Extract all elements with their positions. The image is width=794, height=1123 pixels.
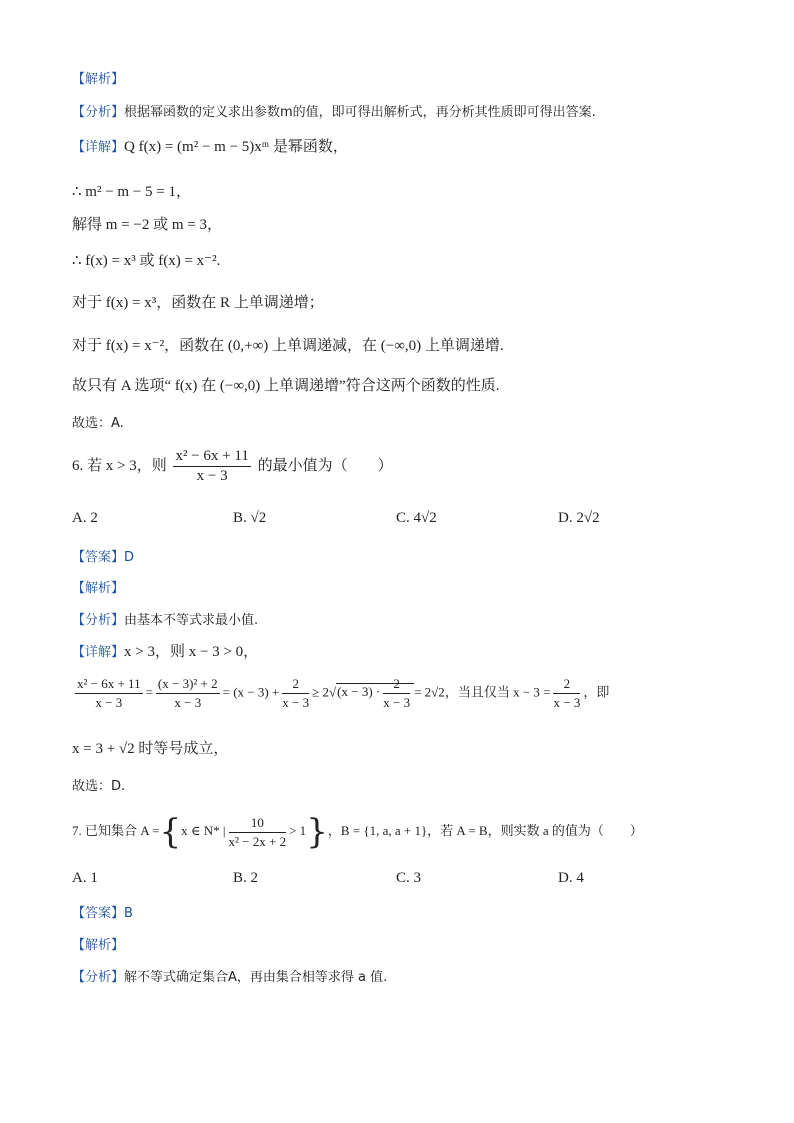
s1-line3: 解得 m = −2 或 m = 3， bbox=[72, 217, 222, 233]
q6-detail-2: $\frac{\text{x² − 6x + 11}}{x - 3}$ = $\frac{\text{(x − 3)² + 2}}{x - 3}$ = (x − 3) + $\frac{2}{x - 3}$ ≥ 2√(x − 3) · $\frac{2}{x - 3}$ = 2√2，当且仅当 x − 3 = $\frac{2}{x - 3}$ ，即 bbox=[77, 676, 610, 710]
right-brace-icon: } bbox=[306, 812, 328, 852]
q7-jiexi-label: 【解析】 bbox=[72, 938, 125, 953]
q6-d2-mid: = (x − 3) + bbox=[222, 684, 280, 700]
q7-option-c: C. 3 bbox=[396, 870, 422, 886]
q6-fenxi-tag: 【分析】 bbox=[72, 613, 125, 628]
q6-d2-den3: x − 3 bbox=[282, 695, 310, 710]
q6-d2-den2: x − 3 bbox=[174, 695, 202, 710]
q6-d2-num2: (x − 3)² + 2 bbox=[156, 676, 220, 694]
q6-d2-ji: ，即 bbox=[583, 684, 610, 700]
q6-d2-num5: 2 bbox=[553, 676, 580, 694]
q7-set-x: x ∈ N* | bbox=[181, 822, 226, 838]
q7-frac-num: 10 bbox=[229, 815, 287, 833]
q6-detail-4: 故选：D. bbox=[72, 779, 126, 794]
q6-jiexi-label: 【解析】 bbox=[72, 581, 125, 596]
s1-line2: ∴ m² − m − 5 = 1， bbox=[72, 184, 192, 200]
sqrt-icon: √ bbox=[329, 684, 337, 700]
q6-option-b: B. √2 bbox=[233, 510, 267, 526]
q6-xiangjie-tag: 【详解】 bbox=[72, 645, 125, 660]
s1-fenxi bbox=[72, 101, 596, 120]
q6-d2-num4: 2 bbox=[383, 676, 410, 694]
q6-stem bbox=[72, 448, 393, 485]
s1-fenxi-tag: 【分析】 bbox=[72, 105, 125, 120]
q6-d2-eq: = 2√2 bbox=[414, 684, 445, 700]
q6-detail-1 bbox=[72, 640, 258, 661]
q7-fenxi bbox=[72, 966, 387, 985]
q6-stem-fraction bbox=[173, 448, 250, 485]
q6-option-c: C. 4√2 bbox=[396, 510, 437, 526]
s1-xiangjie-tag: 【详解】 bbox=[72, 140, 125, 155]
q6-d2-den1: x − 3 bbox=[95, 695, 123, 710]
left-brace-icon: { bbox=[159, 812, 182, 852]
q6-answer: 【答案】D bbox=[72, 550, 135, 565]
s1-line6: 对于 f(x) = x⁻²，函数在 (0,+∞) 上单调递减，在 (−∞,0) 上单调递增. bbox=[72, 338, 504, 354]
q6-d2-den4: x − 3 bbox=[383, 695, 411, 710]
s1-line7: 故只有 A 选项“ f(x) 在 (−∞,0) 上单调递增”符合这两个函数的性质. bbox=[72, 378, 500, 394]
q6-frac-num: x² − 6x + 11 bbox=[173, 448, 250, 467]
s1-fenxi-text: 根据幂函数的定义求出参数m的值，即可得出解析式，再分析其性质即可得出答案. bbox=[124, 105, 596, 120]
q7-option-a: A. 1 bbox=[72, 870, 98, 886]
s1-jiexi-label: 【解析】 bbox=[72, 72, 125, 87]
q7-option-d: D. 4 bbox=[558, 870, 584, 886]
s1-line5: 对于 f(x) = x³，函数在 R 上单调递增； bbox=[72, 295, 324, 311]
q6-stem-post: 的最小值为（ ） bbox=[257, 457, 393, 474]
s1-line8: 故选：A. bbox=[72, 416, 124, 431]
q6-stem-pre: 6. 若 x > 3，则 bbox=[72, 457, 167, 474]
s1-xiangjie bbox=[72, 135, 348, 156]
q6-d2-num3: 2 bbox=[282, 676, 309, 694]
q7-stem-post: ，B = {1, a, a + 1}，若 A = B，则实数 a 的值为（ ） bbox=[327, 822, 643, 838]
q6-frac-den: x − 3 bbox=[196, 468, 228, 484]
q6-option-a: A. 2 bbox=[72, 510, 98, 526]
q7-fenxi-tag: 【分析】 bbox=[72, 970, 125, 985]
q6-d2-ge: ≥ 2 bbox=[312, 684, 330, 700]
q7-stem-pre: 7. 已知集合 A = bbox=[72, 822, 160, 838]
q6-detail-1-text: x > 3，则 x − 3 > 0， bbox=[124, 644, 259, 660]
q7-answer: 【答案】B bbox=[72, 906, 133, 921]
q6-d2-root: (x − 3) · bbox=[337, 684, 381, 700]
q7-stem bbox=[72, 812, 643, 852]
q6-fenxi bbox=[72, 609, 258, 628]
q7-fenxi-text: 解不等式确定集合A，再由集合相等求得 a 值. bbox=[124, 970, 388, 985]
q7-set-gt: > 1 bbox=[289, 822, 307, 838]
q6-option-d: D. 2√2 bbox=[558, 510, 600, 526]
s1-line1: Q f(x) = (m² − m − 5)xᵐ 是幂函数， bbox=[124, 139, 348, 155]
q7-frac-den: x² − 2x + 2 bbox=[228, 833, 287, 849]
s1-line4: ∴ f(x) = x³ 或 f(x) = x⁻². bbox=[72, 253, 221, 269]
q6-detail-3: x = 3 + √2 时等号成立， bbox=[72, 741, 229, 757]
q6-fenxi-text: 由基本不等式求最小值. bbox=[124, 613, 259, 628]
q6-d2-den5: x − 3 bbox=[553, 695, 581, 710]
q6-d2-when: ，当且仅当 x − 3 = bbox=[444, 684, 551, 700]
q6-d2-num1: x² − 6x + 11 bbox=[75, 676, 143, 694]
q7-option-b: B. 2 bbox=[233, 870, 259, 886]
